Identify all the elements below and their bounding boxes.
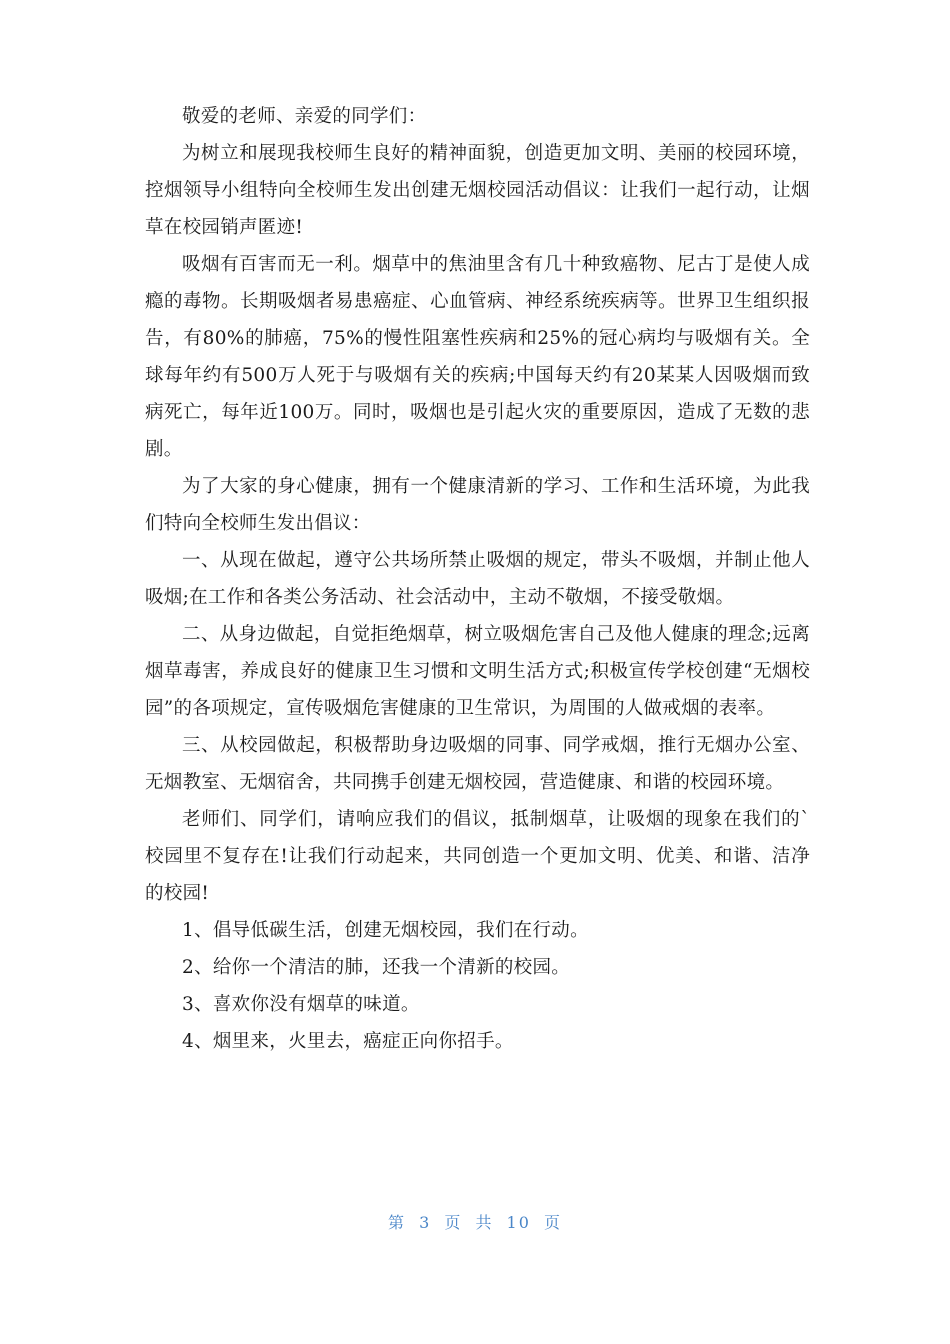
paragraph-harms: 吸烟有百害而无一利。烟草中的焦油里含有几十种致癌物、尼古丁是使人成瘾的毒物。长期吸烟者易患癌症、心血管病、神经系统疾病等。世界卫生组织报告，有80%的肺癌，75%的慢性阻塞性疾病和25%的冠心病均与吸烟有关。全球每年约有500万人死于与吸烟有关的疾病;中国每天约有20某某人因吸烟而致病死亡，每年近100万。同时，吸烟也是引起火灾的重要原因，造成了无数的悲剧。 (145, 254, 810, 460)
page-number-footer: 第 3 页 共 10 页 (388, 1213, 562, 1232)
slogan-2: 2、给你一个清洁的肺，还我一个清新的校园。 (182, 957, 571, 978)
paragraph-proposal-lead: 为了大家的身心健康，拥有一个健康清新的学习、工作和生活环境，为此我们特向全校师生发出倡议： (145, 476, 810, 534)
paragraph-call-to-action: 老师们、同学们，请响应我们的倡议，抵制烟草，让吸烟的现象在我们的`校园里不复存在!让我们行动起来，共同创造一个更加文明、优美、和谐、洁净的校园! (145, 809, 810, 904)
slogan-1: 1、倡导低碳生活，创建无烟校园，我们在行动。 (182, 920, 589, 941)
paragraph-greeting: 敬爱的老师、亲爱的同学们： (182, 106, 427, 127)
paragraph-proposal-2: 二、从身边做起，自觉拒绝烟草，树立吸烟危害自己及他人健康的理念;远离烟草毒害，养成良好的健康卫生习惯和文明生活方式;积极宣传学校创建“无烟校园”的各项规定，宣传吸烟危害健康的卫生常识，为周围的人做戒烟的表率。 (145, 624, 810, 719)
paragraph-proposal-3: 三、从校园做起，积极帮助身边吸烟的同事、同学戒烟，推行无烟办公室、无烟教室、无烟宿舍，共同携手创建无烟校园，营造健康、和谐的校园环境。 (145, 735, 810, 793)
slogan-3: 3、喜欢你没有烟草的味道。 (182, 994, 420, 1015)
slogan-4: 4、烟里来，火里去，癌症正向你招手。 (182, 1031, 514, 1052)
paragraph-intro: 为树立和展现我校师生良好的精神面貌，创造更加文明、美丽的校园环境，控烟领导小组特向全校师生发出创建无烟校园活动倡议：让我们一起行动，让烟草在校园销声匿迹! (145, 143, 810, 238)
document-body (145, 98, 810, 1060)
paragraph-proposal-1: 一、从现在做起，遵守公共场所禁止吸烟的规定，带头不吸烟，并制止他人吸烟;在工作和各类公务活动、社会活动中，主动不敬烟，不接受敬烟。 (145, 550, 810, 608)
